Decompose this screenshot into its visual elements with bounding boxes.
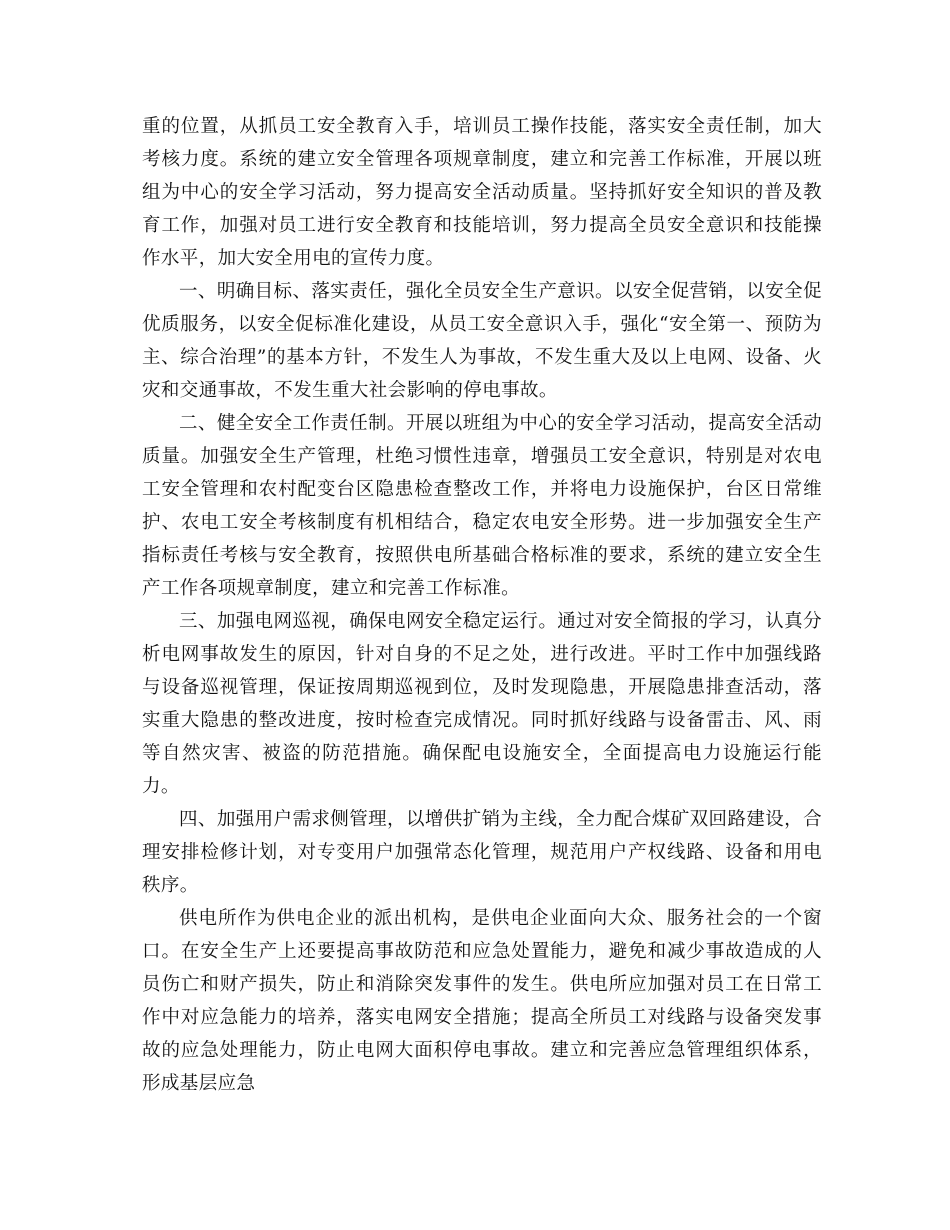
paragraph-section-4: 四、加强用户需求侧管理，以增供扩销为主线，全力配合煤矿双回路建设，合理安排检修计划，对专变用户加强常态化管理，规范用户产权线路、设备和用电秩序。: [142, 809, 822, 896]
paragraph-intro: 重的位置，从抓员工安全教育入手，培训员工操作技能，落实安全责任制，加大考核力度。系统的建立安全管理各项规章制度，建立和完善工作标准，开展以班组为中心的安全学习活动，努力提高安全活动质量。坚持抓好安全知识的普及教育工作，加强对员工进行安全教育和技能培训，努力提高全员安全意识和技能操作水平，加大安全用电的宣传力度。: [142, 116, 822, 269]
paragraph-section-2: 二、健全安全工作责任制。开展以班组为中心的安全学习活动，提高安全活动质量。加强安全生产管理，杜绝习惯性违章，增强员工安全意识，特别是对农电工安全管理和农村配变台区隐患检查整改工作，并将电力设施保护，台区日常维护、农电工安全考核制度有机相结合，稳定农电安全形势。进一步加强安全生产指标责任考核与安全教育，按照供电所基础合格标准的要求，系统的建立安全生产工作各项规章制度，建立和完善工作标准。: [142, 413, 822, 599]
paragraph-section-1: 一、明确目标、落实责任，强化全员安全生产意识。以安全促营销，以安全促优质服务，以安全促标准化建设，从员工安全意识入手，强化“安全第一、预防为主、综合治理”的基本方针，不发生人为事故，不发生重大及以上电网、设备、火灾和交通事故，不发生重大社会影响的停电事故。: [142, 281, 822, 401]
paragraph-conclusion: 供电所作为供电企业的派出机构，是供电企业面向大众、服务社会的一个窗口。在安全生产上还要提高事故防范和应急处置能力，避免和减少事故造成的人员伤亡和财产损失，防止和消除突发事件的发生。供电所应加强对员工在日常工作中对应急能力的培养，落实电网安全措施；提高全所员工对线路与设备突发事故的应急处理能力，防止电网大面积停电事故。建立和完善应急管理组织体系，形成基层应急: [142, 908, 822, 1094]
document-body: [142, 110, 822, 1100]
paragraph-section-3: 三、加强电网巡视，确保电网安全稳定运行。通过对安全简报的学习，认真分析电网事故发生的原因，针对自身的不足之处，进行改进。平时工作中加强线路与设备巡视管理，保证按周期巡视到位，及时发现隐患，开展隐患排查活动，落实重大隐患的整改进度，按时检查完成情况。同时抓好线路与设备雷击、风、雨等自然灾害、被盗的防范措施。确保配电设施安全，全面提高电力设施运行能力。: [142, 611, 822, 797]
